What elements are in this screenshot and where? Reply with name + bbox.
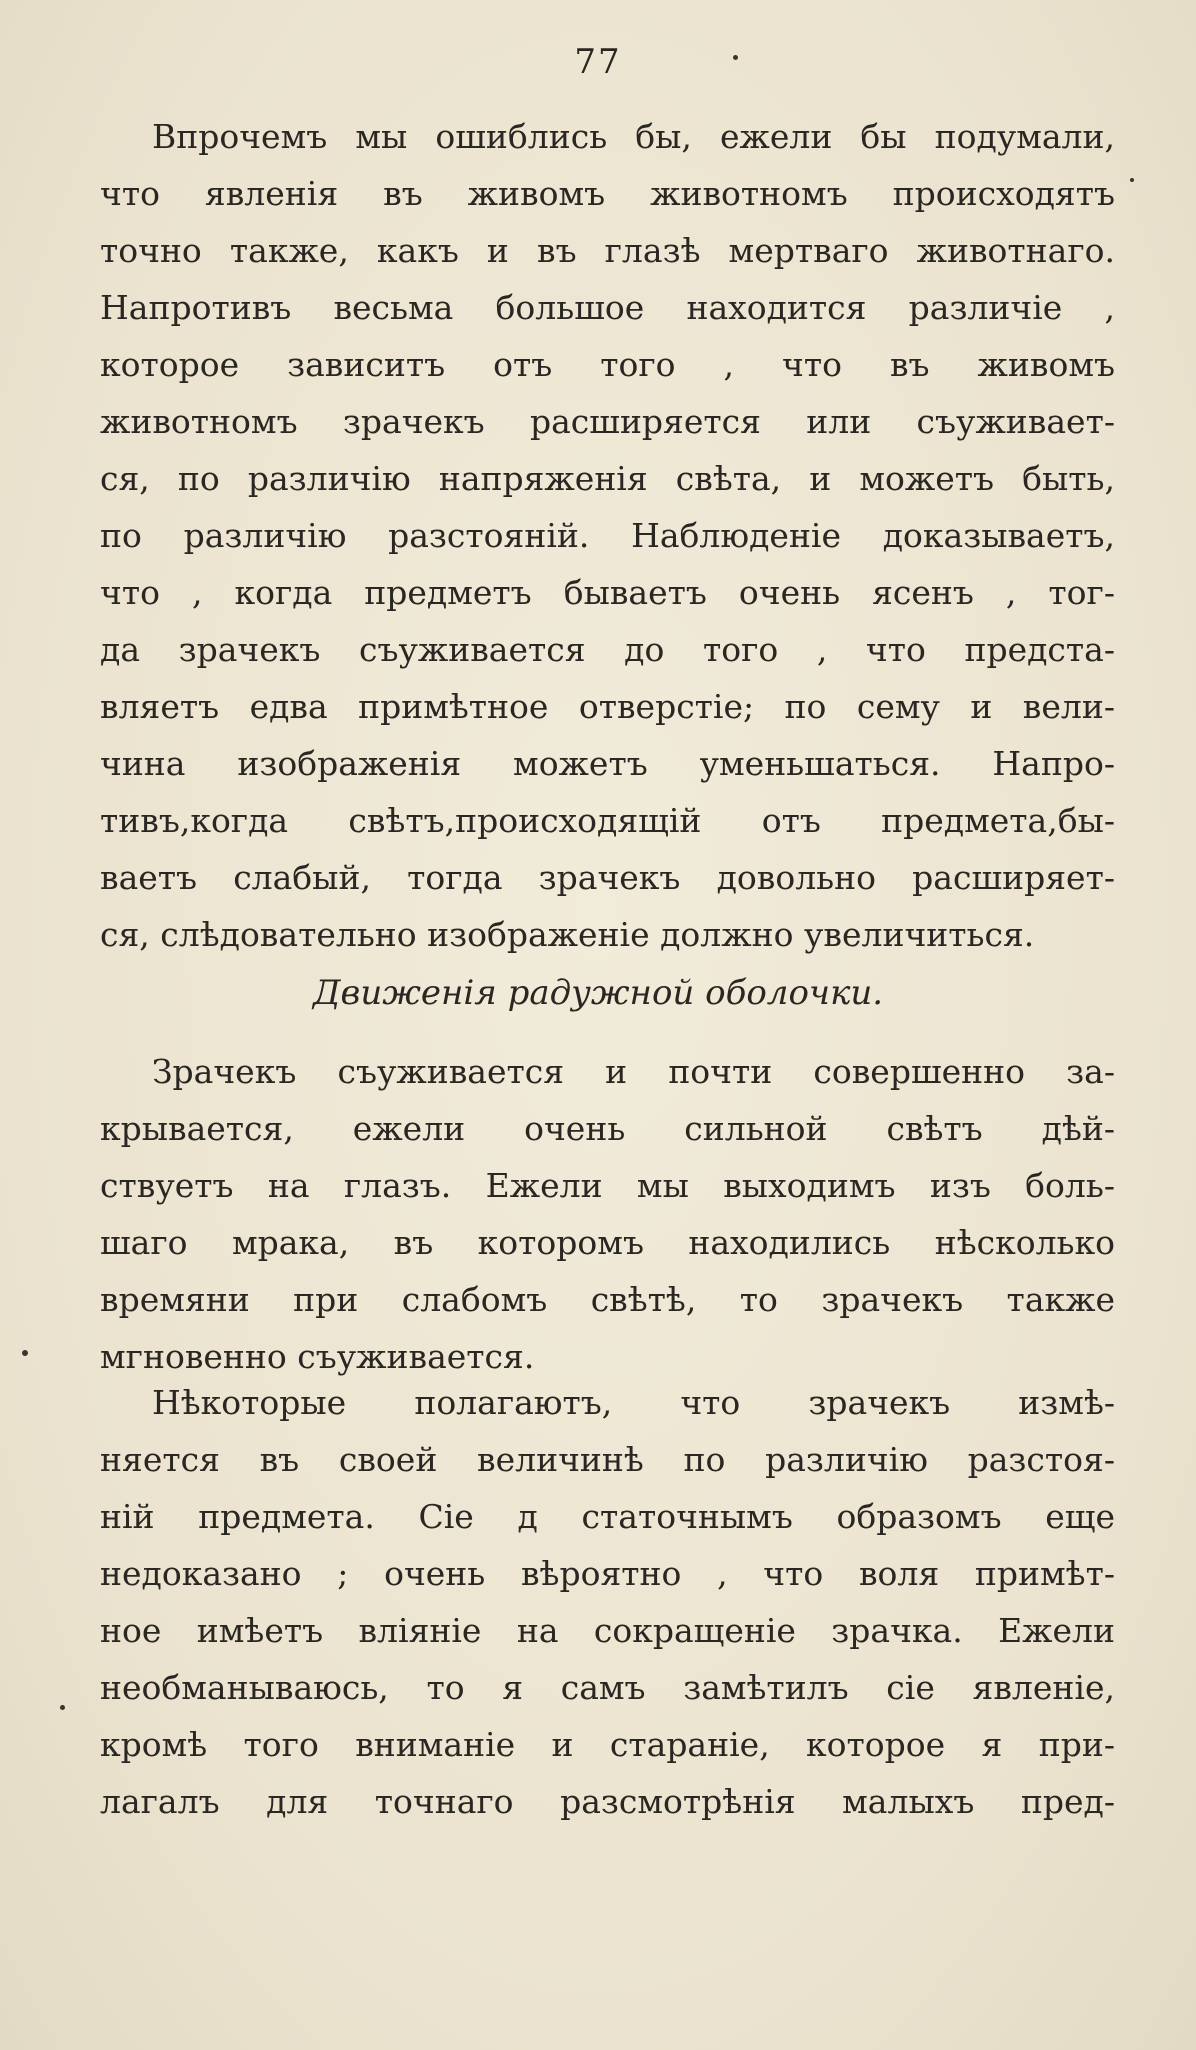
text-line: что , когда предметъ бываетъ очень ясенъ , тог- [100, 573, 1115, 612]
text-line: что явленія въ живомъ животномъ происходятъ [100, 174, 1115, 213]
text-line: ся, слѣдовательно изображеніе должно увеличиться. [100, 915, 1035, 954]
text-line: шаго мрака, въ которомъ находились нѣсколько [100, 1223, 1115, 1262]
text-line: ній предмета. Сіе д статочнымъ образомъ еще [100, 1497, 1115, 1536]
section-heading: Движенія радужной оболочки. [312, 973, 884, 1013]
text-line: ствуетъ на глазъ. Ежели мы выходимъ изъ боль- [100, 1166, 1115, 1205]
text-line: по различію разстояній. Наблюденіе доказываетъ, [100, 516, 1115, 555]
paragraph-pupil-distance [100, 1374, 1115, 1830]
text-line: которое зависитъ отъ того , что въ живомъ [100, 345, 1115, 384]
text-line: крывается, ежели очень сильной свѣтъ дѣй- [100, 1109, 1115, 1148]
text-line: точно также, какъ и въ глазѣ мертваго животнаго. [100, 231, 1115, 270]
text-line: вляетъ едва примѣтное отверстіе; по сему и вели- [100, 687, 1115, 726]
paragraph-pupil-changes [100, 108, 1115, 963]
text-line: недоказано ; очень вѣроятно , что воля примѣт- [100, 1554, 1115, 1593]
text-line: Напротивъ весьма большое находится различіе , [100, 288, 1115, 327]
text-line: няется въ своей величинѣ по различію разстоя- [100, 1440, 1115, 1479]
text-line: Впрочемъ мы ошиблись бы, ежели бы подумали, [152, 117, 1115, 156]
text-line: ваетъ слабый, тогда зрачекъ довольно расширяет- [100, 858, 1115, 897]
text-line: лагалъ для точнаго разсмотрѣнія малыхъ пред- [100, 1782, 1115, 1821]
ink-speck [60, 1705, 65, 1710]
paragraph-pupil-contraction [100, 1043, 1115, 1385]
text-line: ся, по различію напряженія свѣта, и можетъ быть, [100, 459, 1115, 498]
ink-speck [733, 55, 738, 60]
text-line: ное имѣетъ вліяніе на сокращеніе зрачка. Ежели [100, 1611, 1115, 1650]
text-line: кромѣ того вниманіе и стараніе, которое я при- [100, 1725, 1115, 1764]
page-number: 77 [574, 42, 622, 82]
text-line: тивъ,когда свѣтъ,происходящій отъ предмета,бы- [100, 801, 1115, 840]
text-line: времяни при слабомъ свѣтѣ, то зрачекъ также [100, 1280, 1115, 1319]
text-line: животномъ зрачекъ расширяется или съуживает- [100, 402, 1115, 441]
text-line: мгновенно съуживается. [100, 1337, 535, 1376]
text-line: чина изображенія можетъ уменьшаться. Напро- [100, 744, 1115, 783]
text-line: да зрачекъ съуживается до того , что предста- [100, 630, 1115, 669]
text-line: необманываюсь, то я самъ замѣтилъ сіе явленіе, [100, 1668, 1115, 1707]
text-line: Зрачекъ съуживается и почти совершенно за- [152, 1052, 1115, 1091]
ink-speck [1130, 178, 1134, 182]
ink-speck [22, 1350, 28, 1356]
text-line: Нѣкоторые полагаютъ, что зрачекъ измѣ- [152, 1383, 1115, 1422]
